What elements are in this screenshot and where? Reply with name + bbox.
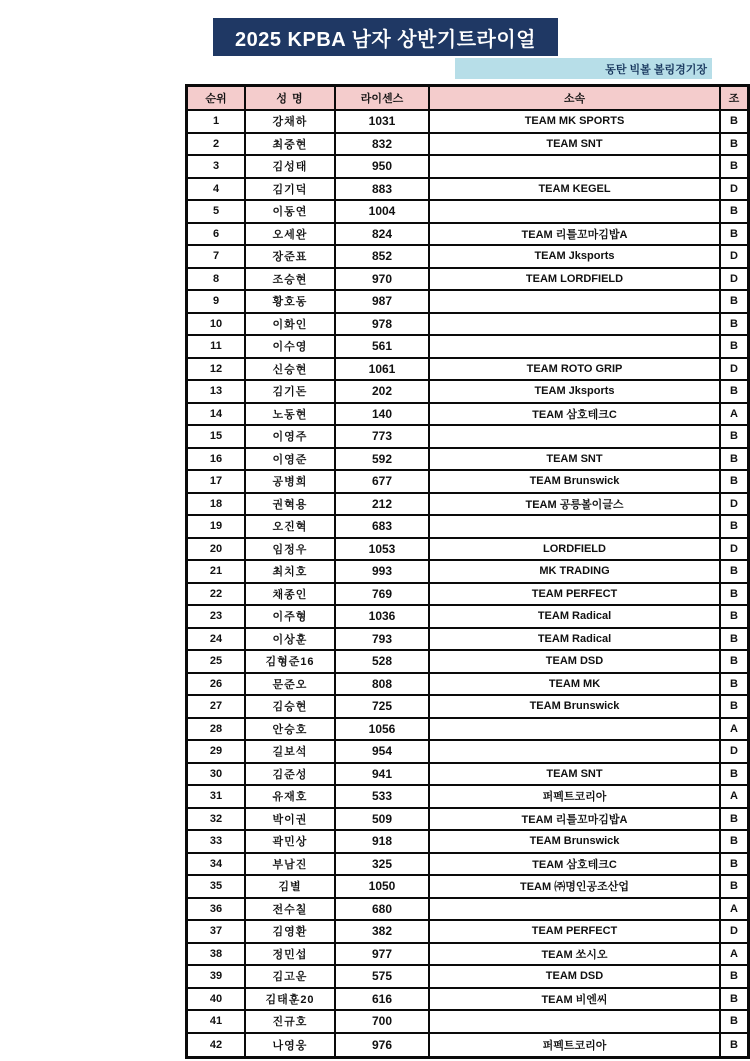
cell-rank: 31 [188, 786, 246, 809]
table-row [188, 359, 747, 382]
cell-team [430, 719, 721, 742]
venue-label: 동탄 빅볼 볼링경기장 [605, 63, 707, 76]
cell-team: TEAM 쏘시오 [430, 944, 721, 967]
table-row [188, 314, 747, 337]
cell-group: D [721, 921, 747, 944]
cell-license: 1036 [336, 606, 430, 629]
cell-team: TEAM SNT [430, 764, 721, 787]
cell-license: 970 [336, 269, 430, 292]
cell-group: D [721, 741, 747, 764]
cell-rank: 17 [188, 471, 246, 494]
results-table [185, 84, 750, 1059]
cell-license: 528 [336, 651, 430, 674]
cell-group: B [721, 584, 747, 607]
cell-group: A [721, 786, 747, 809]
cell-group: B [721, 854, 747, 877]
cell-license: 793 [336, 629, 430, 652]
table-row [188, 291, 747, 314]
cell-rank: 36 [188, 899, 246, 922]
cell-team [430, 314, 721, 337]
cell-name: 오진혁 [246, 516, 336, 539]
cell-name: 공병희 [246, 471, 336, 494]
cell-license: 140 [336, 404, 430, 427]
cell-team [430, 291, 721, 314]
cell-group: B [721, 966, 747, 989]
cell-name: 김영환 [246, 921, 336, 944]
cell-team: TEAM 리틀꼬마김밥A [430, 224, 721, 247]
cell-team: TEAM SNT [430, 449, 721, 472]
table-row [188, 426, 747, 449]
cell-team [430, 426, 721, 449]
cell-license: 769 [336, 584, 430, 607]
cell-license: 382 [336, 921, 430, 944]
cell-rank: 39 [188, 966, 246, 989]
cell-rank: 16 [188, 449, 246, 472]
cell-rank: 26 [188, 674, 246, 697]
table-row [188, 786, 747, 809]
cell-license: 977 [336, 944, 430, 967]
cell-rank: 8 [188, 269, 246, 292]
cell-group: B [721, 336, 747, 359]
cell-rank: 13 [188, 381, 246, 404]
table-row [188, 336, 747, 359]
table-row [188, 989, 747, 1012]
cell-license: 832 [336, 134, 430, 157]
cell-rank: 30 [188, 764, 246, 787]
cell-team: TEAM MK [430, 674, 721, 697]
table-row [188, 381, 747, 404]
cell-team [430, 899, 721, 922]
cell-group: B [721, 561, 747, 584]
cell-group: B [721, 291, 747, 314]
cell-team [430, 741, 721, 764]
table-row [188, 764, 747, 787]
cell-name: 채종인 [246, 584, 336, 607]
header-cell-rank: 순위 [188, 87, 246, 111]
page-title: 2025 KPBA 남자 상반기트라이얼 [235, 28, 536, 51]
cell-name: 김기돈 [246, 381, 336, 404]
table-row [188, 921, 747, 944]
cell-rank: 12 [188, 359, 246, 382]
table-row [188, 741, 747, 764]
cell-rank: 7 [188, 246, 246, 269]
cell-license: 941 [336, 764, 430, 787]
cell-team: TEAM Brunswick [430, 831, 721, 854]
table-row [188, 539, 747, 562]
cell-rank: 18 [188, 494, 246, 517]
cell-team: TEAM Jksports [430, 381, 721, 404]
table-row [188, 471, 747, 494]
cell-team: TEAM ㈜명인공조산업 [430, 876, 721, 899]
cell-team: TEAM 삼호테크C [430, 404, 721, 427]
cell-team [430, 516, 721, 539]
cell-license: 677 [336, 471, 430, 494]
cell-team: TEAM LORDFIELD [430, 269, 721, 292]
table-row [188, 111, 747, 134]
cell-team [430, 1011, 721, 1034]
cell-group: B [721, 989, 747, 1012]
cell-name: 정민섭 [246, 944, 336, 967]
cell-name: 김승현 [246, 696, 336, 719]
cell-rank: 29 [188, 741, 246, 764]
cell-name: 곽민상 [246, 831, 336, 854]
table-row [188, 584, 747, 607]
cell-license: 533 [336, 786, 430, 809]
cell-team: TEAM 비엔씨 [430, 989, 721, 1012]
cell-team: 퍼펙트코리아 [430, 1034, 721, 1057]
table-row [188, 404, 747, 427]
cell-name: 조승현 [246, 269, 336, 292]
cell-group: B [721, 764, 747, 787]
cell-team: TEAM KEGEL [430, 179, 721, 202]
table-row [188, 899, 747, 922]
table-row [188, 561, 747, 584]
cell-license: 202 [336, 381, 430, 404]
cell-rank: 11 [188, 336, 246, 359]
cell-name: 임정우 [246, 539, 336, 562]
cell-name: 이영주 [246, 426, 336, 449]
cell-name: 이주형 [246, 606, 336, 629]
cell-name: 진규호 [246, 1011, 336, 1034]
cell-team: TEAM Brunswick [430, 471, 721, 494]
cell-group: A [721, 899, 747, 922]
cell-name: 문준오 [246, 674, 336, 697]
cell-name: 김태훈20 [246, 989, 336, 1012]
cell-team: 퍼펙트코리아 [430, 786, 721, 809]
table-row [188, 156, 747, 179]
table-row [188, 809, 747, 832]
cell-team: TEAM Jksports [430, 246, 721, 269]
table-row [188, 449, 747, 472]
cell-license: 1056 [336, 719, 430, 742]
cell-rank: 34 [188, 854, 246, 877]
cell-team [430, 156, 721, 179]
cell-license: 575 [336, 966, 430, 989]
cell-license: 212 [336, 494, 430, 517]
cell-team: LORDFIELD [430, 539, 721, 562]
table-row [188, 696, 747, 719]
cell-team: TEAM 공릉볼이글스 [430, 494, 721, 517]
cell-group: B [721, 606, 747, 629]
cell-license: 509 [336, 809, 430, 832]
cell-group: B [721, 471, 747, 494]
cell-team: TEAM Radical [430, 629, 721, 652]
cell-license: 683 [336, 516, 430, 539]
cell-license: 987 [336, 291, 430, 314]
cell-name: 이수영 [246, 336, 336, 359]
cell-license: 954 [336, 741, 430, 764]
cell-group: A [721, 944, 747, 967]
cell-name: 김고운 [246, 966, 336, 989]
cell-rank: 21 [188, 561, 246, 584]
cell-group: B [730, 1038, 738, 1051]
cell-group: B [721, 156, 747, 179]
cell-group: B [721, 1011, 747, 1034]
cell-team [430, 201, 721, 224]
cell-rank: 5 [188, 201, 246, 224]
table-row [188, 674, 747, 697]
header-cell-group: 조 [721, 87, 747, 111]
cell-name: 안승호 [246, 719, 336, 742]
table-row [188, 831, 747, 854]
cell-license: 1004 [336, 201, 430, 224]
cell-team: TEAM 리틀꼬마김밥A [430, 809, 721, 832]
header-cell-name: 성 명 [246, 87, 336, 111]
cell-name: 전수칠 [246, 899, 336, 922]
cell-name: 유재호 [246, 786, 336, 809]
cell-rank: 37 [188, 921, 246, 944]
cell-name: 김준성 [246, 764, 336, 787]
table-row [188, 1034, 747, 1057]
cell-license: 592 [336, 449, 430, 472]
table-row [188, 719, 747, 742]
cell-group: B [721, 449, 747, 472]
cell-license: 680 [336, 899, 430, 922]
cell-group: D [721, 179, 747, 202]
cell-license: 824 [336, 224, 430, 247]
cell-name: 부남진 [246, 854, 336, 877]
cell-name: 이화인 [246, 314, 336, 337]
cell-group: D [721, 269, 747, 292]
cell-group: D [721, 539, 747, 562]
cell-group: B [721, 809, 747, 832]
cell-license: 993 [336, 561, 430, 584]
table-row [188, 876, 747, 899]
cell-rank: 40 [188, 989, 246, 1012]
cell-team: TEAM PERFECT [430, 921, 721, 944]
cell-name: 이상훈 [246, 629, 336, 652]
table-row [188, 224, 747, 247]
title-banner [213, 18, 558, 56]
cell-name: 김별 [246, 876, 336, 899]
cell-group: B [721, 224, 747, 247]
cell-license: 1050 [336, 876, 430, 899]
cell-team: TEAM SNT [430, 134, 721, 157]
cell-rank: 25 [188, 651, 246, 674]
cell-group: B [721, 314, 747, 337]
cell-rank: 3 [188, 156, 246, 179]
cell-rank: 24 [188, 629, 246, 652]
table-row [188, 269, 747, 292]
cell-rank: 41 [188, 1011, 246, 1034]
cell-group: B [721, 381, 747, 404]
cell-license: 773 [336, 426, 430, 449]
cell-rank: 14 [188, 404, 246, 427]
cell-team: TEAM Radical [430, 606, 721, 629]
venue-strip [455, 58, 712, 79]
table-header-row [188, 87, 747, 111]
cell-rank: 15 [188, 426, 246, 449]
cell-name: 장준표 [246, 246, 336, 269]
cell-rank: 9 [188, 291, 246, 314]
cell-license: 561 [336, 336, 430, 359]
cell-group: D [721, 246, 747, 269]
table-row [188, 944, 747, 967]
cell-name: 오세완 [246, 224, 336, 247]
cell-name: 최치호 [246, 561, 336, 584]
cell-license: 1031 [336, 111, 430, 134]
cell-group: B [721, 651, 747, 674]
cell-group: B [721, 201, 747, 224]
cell-group: B [721, 111, 747, 134]
cell-license: 918 [336, 831, 430, 854]
table-row [188, 854, 747, 877]
cell-group: D [721, 359, 747, 382]
cell-rank: 1 [188, 111, 246, 134]
cell-group: B [721, 876, 747, 899]
cell-rank: 23 [188, 606, 246, 629]
cell-rank: 20 [188, 539, 246, 562]
table-row [188, 201, 747, 224]
table-row [188, 134, 747, 157]
cell-group: B [721, 629, 747, 652]
cell-name: 노동현 [246, 404, 336, 427]
table-row [188, 179, 747, 202]
cell-team: TEAM Brunswick [430, 696, 721, 719]
cell-license: 725 [336, 696, 430, 719]
cell-name: 이동연 [246, 201, 336, 224]
cell-name: 김형준16 [246, 651, 336, 674]
cell-rank: 38 [188, 944, 246, 967]
cell-license: 1061 [336, 359, 430, 382]
cell-group: B [721, 426, 747, 449]
cell-team: TEAM PERFECT [430, 584, 721, 607]
cell-rank: 42 [188, 1034, 246, 1057]
table-row [188, 516, 747, 539]
cell-license: 700 [336, 1011, 430, 1034]
cell-license: 978 [336, 314, 430, 337]
cell-license: 883 [336, 179, 430, 202]
table-row [188, 651, 747, 674]
table-row [188, 966, 747, 989]
cell-name: 박이권 [246, 809, 336, 832]
cell-license: 808 [336, 674, 430, 697]
cell-rank: 35 [188, 876, 246, 899]
table-row [188, 629, 747, 652]
cell-name: 이영준 [246, 449, 336, 472]
cell-group: A [721, 719, 747, 742]
cell-rank: 10 [188, 314, 246, 337]
cell-group: A [721, 404, 747, 427]
cell-team: TEAM MK SPORTS [430, 111, 721, 134]
cell-license: 1053 [336, 539, 430, 562]
table-row [188, 494, 747, 517]
cell-license: 976 [336, 1034, 430, 1057]
cell-rank: 27 [188, 696, 246, 719]
table-row [188, 1011, 747, 1034]
cell-rank: 28 [188, 719, 246, 742]
cell-group: B [721, 134, 747, 157]
cell-team: TEAM 삼호테크C [430, 854, 721, 877]
cell-rank: 4 [188, 179, 246, 202]
cell-group: B [721, 674, 747, 697]
cell-name: 신승현 [246, 359, 336, 382]
cell-team [430, 336, 721, 359]
cell-rank: 33 [188, 831, 246, 854]
cell-name: 김성태 [246, 156, 336, 179]
header-cell-license: 라이센스 [336, 87, 430, 111]
cell-team: TEAM DSD [430, 966, 721, 989]
cell-name: 황호동 [246, 291, 336, 314]
cell-rank: 32 [188, 809, 246, 832]
cell-name: 길보석 [246, 741, 336, 764]
table-row [188, 246, 747, 269]
cell-group: B [721, 831, 747, 854]
cell-name: 권혁용 [246, 494, 336, 517]
cell-group: B [721, 696, 747, 719]
cell-name: 강채하 [246, 111, 336, 134]
table-row [188, 606, 747, 629]
cell-team: TEAM DSD [430, 651, 721, 674]
cell-group: B [721, 516, 747, 539]
cell-team: TEAM ROTO GRIP [430, 359, 721, 382]
cell-rank: 22 [188, 584, 246, 607]
cell-rank: 6 [188, 224, 246, 247]
cell-license: 325 [336, 854, 430, 877]
header-cell-team: 소속 [430, 87, 721, 111]
cell-license: 616 [336, 989, 430, 1012]
cell-license: 852 [336, 246, 430, 269]
cell-rank: 19 [188, 516, 246, 539]
cell-team: MK TRADING [430, 561, 721, 584]
table-body [188, 111, 747, 1056]
cell-license: 950 [336, 156, 430, 179]
cell-name: 김기덕 [246, 179, 336, 202]
cell-name: 나영웅 [246, 1034, 336, 1057]
cell-name: 최중현 [246, 134, 336, 157]
cell-rank: 2 [188, 134, 246, 157]
cell-group: D [721, 494, 747, 517]
